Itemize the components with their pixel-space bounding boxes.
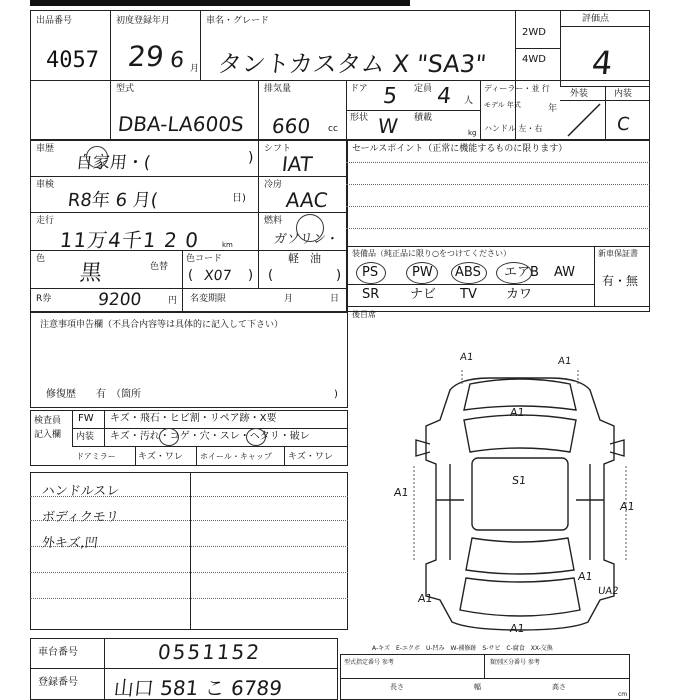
name-grade-label: 車名・グレード (206, 16, 270, 26)
height-label: 高さ (552, 683, 566, 691)
doors: 5 (381, 84, 399, 109)
equip-sr: SR (362, 287, 380, 302)
cooling: AAC (284, 188, 329, 212)
notes-label: 注意事項申告欄（不具合内容等は具体的に記入して下さい） (40, 320, 284, 330)
usage-circle (86, 146, 108, 168)
equip-pw: PW (412, 265, 433, 280)
equip-airbag: エアB (504, 265, 539, 280)
cm-label: cm (618, 691, 628, 698)
equip-leather: カワ (506, 287, 533, 302)
mark-a1-hood: A1 (509, 406, 526, 419)
exhibit-no: 4057 (46, 48, 99, 73)
note-2: ボディクモリ (41, 510, 120, 525)
door-label: ドア (350, 84, 368, 94)
year-suffix: 年 (548, 104, 558, 114)
color-label: 色 (36, 254, 46, 264)
km-label: km (222, 241, 233, 249)
pw-circle (406, 262, 438, 284)
abs-circle (451, 262, 487, 284)
mileage: 11万4千1 2 0 (58, 228, 201, 252)
wheel-label: ホイール・キャップ (200, 452, 272, 461)
rear-seat-label: 後目席 (352, 310, 376, 319)
transfer-label: 名変期限 (190, 294, 227, 304)
color: 黒 (78, 261, 104, 286)
mark-a1-rear-right: A1 (577, 570, 594, 583)
color-close: ) (248, 268, 254, 283)
model-label: 型式 (116, 84, 135, 94)
shift: IAT (280, 152, 314, 176)
capacity-label: 定員 (414, 84, 433, 94)
reg-number: 山口 581 こ 6789 (112, 676, 284, 700)
interior-grade: C (615, 114, 631, 135)
color-code-label: 色コード (186, 254, 223, 264)
interior-stain-circle (159, 428, 179, 446)
equip-tv: TV (460, 287, 477, 302)
day-label: 日 (330, 294, 340, 304)
mark-a1-front-right: A1 (557, 356, 572, 367)
warranty-value: 有・無 (602, 274, 639, 288)
mark-a1-front-left: A1 (459, 352, 474, 363)
inspector-label-1: 検査員 (34, 416, 62, 426)
airbag-circle (496, 262, 532, 284)
equipment-label: 装備品（純正品に限り○をつけてください） (352, 249, 511, 258)
usage: 自家用・( (74, 153, 152, 173)
first-reg-label: 初度登録年月 (116, 16, 171, 26)
first-reg-year: 29 (126, 40, 166, 73)
displacement: 660 (270, 114, 312, 138)
exterior-label: 外装 (570, 89, 589, 99)
name-grade: タントカスタム X "SA3" (216, 50, 488, 78)
yen-label: 円 (168, 296, 178, 306)
fuel-circle (296, 214, 324, 242)
chassis-label: 車台番号 (38, 647, 78, 658)
inspection: R8年 6 月( (66, 190, 159, 211)
month-label: 月 (284, 294, 294, 304)
note-3: 外キズ,凹 (41, 536, 99, 551)
exterior-slash (560, 100, 605, 140)
dealer-label: ディーラー・並 行 (484, 84, 550, 93)
model-year-label: モデル 年式 (484, 101, 521, 109)
fuel-close: ) (336, 268, 342, 283)
interior-items: キズ・汚れ・コゲ・穴・スレ・ヘタリ・破レ (110, 431, 310, 442)
mark-a1-left-side: A1 (393, 486, 410, 499)
fuel-open: ( (268, 268, 274, 283)
capacity-unit: 人 (464, 96, 474, 106)
day-suffix: 日) (232, 193, 246, 204)
cooling-label: 冷房 (264, 180, 283, 190)
mark-ua2-rear-right: UA2 (597, 586, 620, 597)
mark-a1-rear: A1 (509, 622, 526, 635)
equip-navi: ナビ (410, 287, 437, 302)
loading-label: 積載 (414, 113, 433, 123)
mark-s1-roof: S1 (511, 474, 527, 487)
reg-label: 登録番号 (38, 677, 78, 688)
color-open: ( (188, 268, 194, 283)
drive-4wd: 4WD (522, 54, 546, 65)
new-car-warranty-label: 新車保証書 (598, 249, 638, 258)
top-black-band (30, 0, 410, 6)
chassis-number: 0551152 (156, 640, 263, 664)
note-1: ハンドルスレ (41, 484, 121, 499)
kg-label: kg (468, 129, 477, 137)
fw-label: FW (78, 413, 94, 424)
repair-close: ) (334, 389, 338, 400)
equip-aw: AW (554, 265, 576, 280)
equip-ps: PS (362, 265, 379, 280)
type-designation-label: 型式指定番号 参考 (344, 659, 394, 666)
repair-label: 修復歴 有 （箇所 (46, 389, 141, 400)
mileage-label: 走行 (36, 216, 55, 226)
usage-close: ) (248, 150, 254, 166)
drive-2wd: 2WD (522, 27, 546, 38)
handle-label: ハンドル 左・右 (484, 124, 543, 133)
fw-items: キズ・飛石・ヒビ割・リペア跡・X要 (110, 413, 277, 424)
fuel-light-oil: 軽 油 (288, 252, 321, 265)
interior-row-label: 内装 (76, 432, 95, 442)
inspection-label: 車検 (36, 180, 55, 190)
mirror-label: ドアミラー (76, 452, 116, 461)
color-change-label: 色替 (150, 262, 169, 272)
fuel: ガソリン・ (273, 232, 340, 247)
first-reg-month: 6 (168, 48, 186, 73)
sales-point-label: セールスポイント（正常に機能するものに限ります） (352, 144, 568, 154)
shape: W (376, 114, 400, 138)
mark-a1-right-side: A1 (619, 500, 636, 513)
model: DBA-LA600S (116, 112, 245, 136)
displacement-label: 排気量 (264, 84, 292, 94)
recycle-label: R券 (36, 294, 52, 304)
wheel-items: キズ・ワレ (288, 452, 333, 462)
diagram-legend: A-キズ E-エクボ U-凹み W-補修跡 S-サビ C-腐食 XX-交換 (372, 645, 553, 652)
exhibit-no-label: 出品番号 (36, 16, 73, 26)
interior-label: 内装 (614, 89, 633, 99)
width-label: 幅 (474, 683, 481, 691)
equip-abs: ABS (455, 265, 481, 280)
fuel-label: 燃料 (264, 216, 283, 226)
recycle: 9200 (96, 290, 143, 310)
inspector-label-2: 記入欄 (34, 430, 62, 440)
car-diagram (400, 360, 640, 640)
month-suffix: 月 (190, 64, 200, 74)
length-label: 長さ (390, 683, 404, 691)
color-code: X07 (203, 268, 233, 284)
score: 4 (590, 44, 615, 82)
shift-label: シフト (264, 144, 292, 154)
mirror-items: キズ・ワレ (138, 452, 183, 462)
cc-label: cc (328, 124, 338, 134)
usage-label: 車歴 (36, 144, 55, 154)
capacity: 4 (435, 84, 453, 109)
score-label: 評価点 (582, 14, 610, 24)
shape-label: 形状 (350, 113, 369, 123)
interior-scuff-circle (246, 428, 266, 446)
mark-a1-rear-left: A1 (417, 592, 434, 605)
category-label: 類別区分番号 参考 (490, 659, 540, 666)
ps-circle (356, 262, 386, 284)
